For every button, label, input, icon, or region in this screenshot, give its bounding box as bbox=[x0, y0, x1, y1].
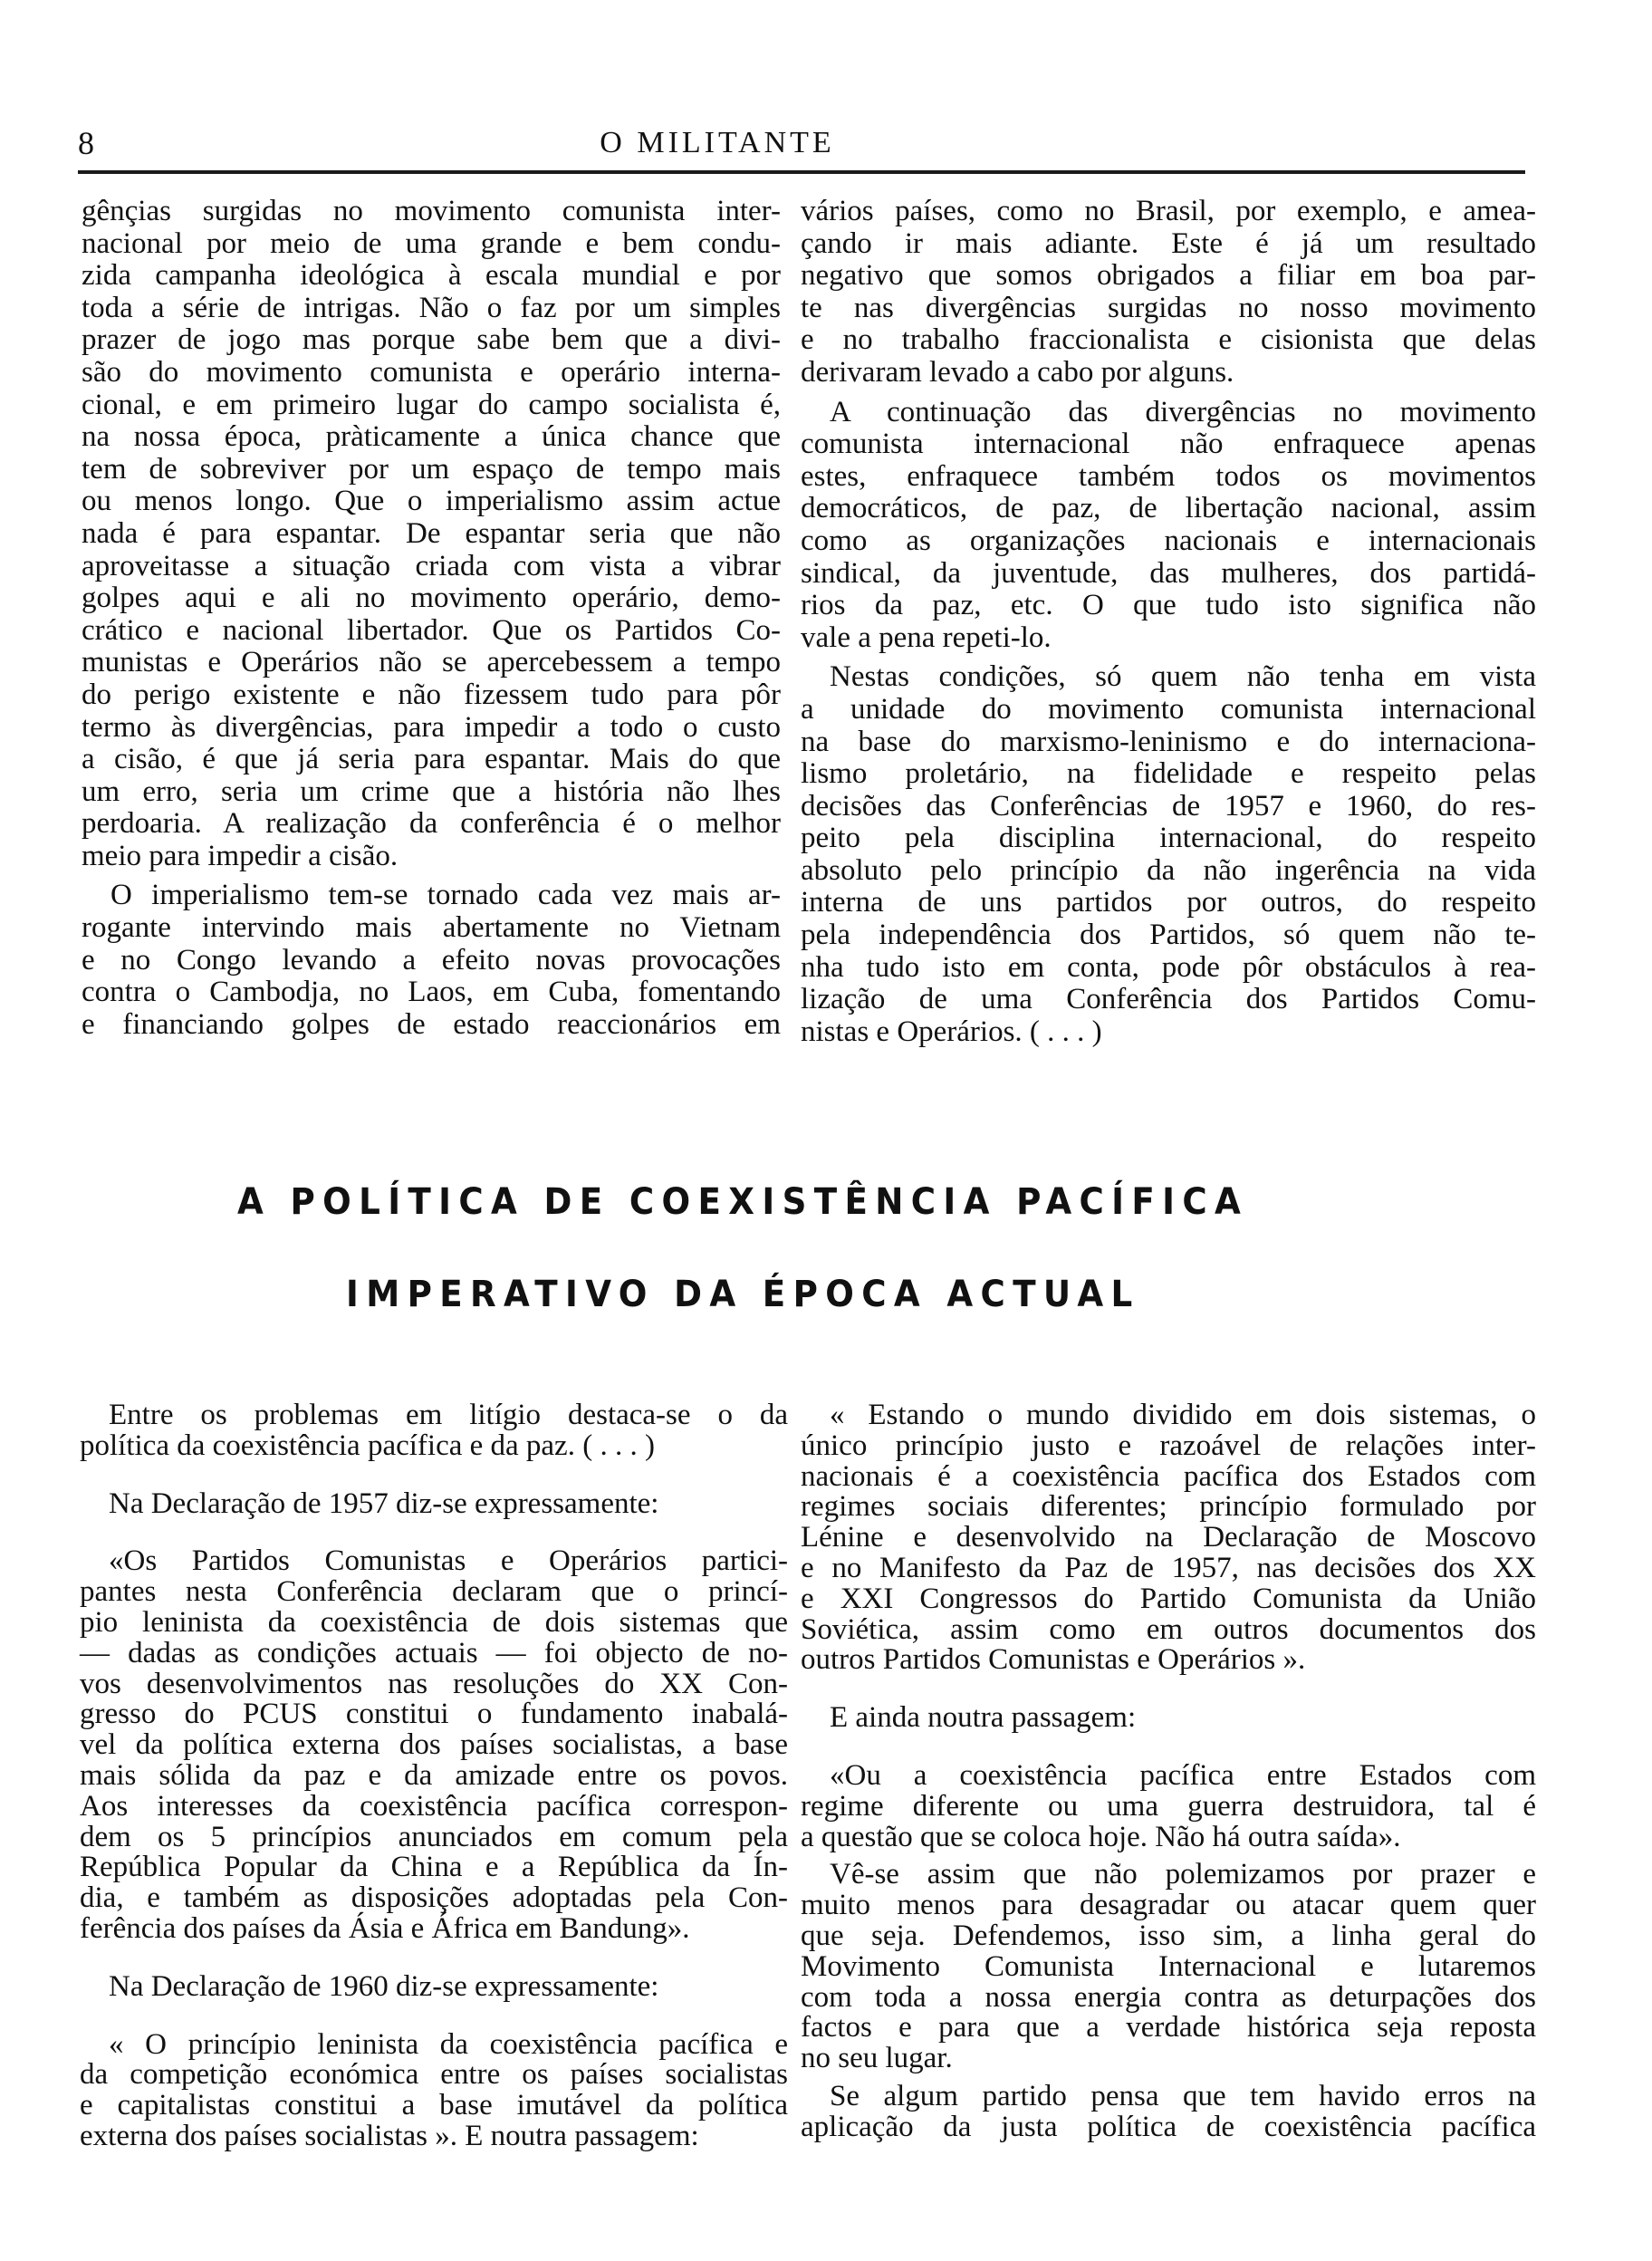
text-line: O imperialismo tem-se tornado cada vez mais ar- bbox=[110, 879, 781, 912]
paragraph bbox=[80, 1400, 788, 1462]
text-line: vários países, como no Brasil, por exemplo, e amea- bbox=[801, 195, 1536, 227]
text-line: nacional por meio de uma grande e bem condu- bbox=[82, 226, 781, 260]
publication-title bbox=[0, 125, 1652, 161]
text-line: Entre os problemas em litígio destaca-se o da bbox=[109, 1399, 788, 1431]
text-line: na nossa época, pràticamente a única chance que bbox=[82, 420, 781, 454]
text-line: como as organizações nacionais e internacionais bbox=[801, 524, 1536, 557]
page-number: 8 bbox=[78, 125, 94, 161]
upper-right-column bbox=[801, 196, 1536, 1055]
text-line: Aos interesses da coexistência pacífica correspon- bbox=[80, 1789, 788, 1823]
text-line: Nestas condições, só quem não tenha em vista bbox=[830, 660, 1536, 694]
text-line: muito menos para desagradar ou atacar quem quer bbox=[801, 1889, 1536, 1922]
text-line: interna de uns partidos por outros, do respeito bbox=[801, 886, 1536, 919]
text-line: externa dos países socialistas ». E noutra passagem: bbox=[80, 2119, 699, 2152]
text-line: e capitalistas constitui a base imutável da política bbox=[80, 2089, 788, 2122]
text-line: Na Declaração de 1960 diz-se expressamente: bbox=[109, 1969, 659, 2003]
text-line: são do movimento comunista e operário interna- bbox=[82, 355, 781, 389]
text-line: regime diferente ou uma guerra destruidora, tal é bbox=[801, 1789, 1536, 1823]
paragraph bbox=[801, 397, 1536, 655]
text-line: ou menos longo. Que o imperialismo assim actue bbox=[82, 485, 781, 518]
paragraph bbox=[801, 2079, 1536, 2143]
text-line: çando ir mais adiante. Este é já um resultado bbox=[801, 226, 1536, 260]
text-line: munistas e Operários não se apercebessem a tempo bbox=[82, 646, 781, 679]
text-line: — dadas as condições actuais — foi objecto de no- bbox=[80, 1636, 788, 1669]
text-line: República Popular da China e a República da Ín- bbox=[80, 1851, 788, 1884]
text-line: e financiando golpes de estado reaccionários em bbox=[82, 1007, 781, 1041]
text-line: golpes aqui e ali no movimento operário, demo- bbox=[82, 582, 781, 615]
text-line: democráticos, de paz, de libertação nacional, assim bbox=[801, 492, 1536, 525]
text-line: estes, enfraquece também todos os movimentos bbox=[801, 459, 1536, 493]
paragraph bbox=[801, 1860, 1536, 2074]
text-line: e no Manifesto da Paz de 1957, nas decisões dos XX bbox=[801, 1551, 1536, 1584]
paragraph bbox=[801, 1400, 1536, 1676]
text-line: dia, e também as disposições adoptadas pela Con- bbox=[80, 1881, 788, 1915]
text-line: decisões das Conferências de 1957 e 1960, do res- bbox=[801, 789, 1536, 823]
text-line: da competição económica entre os países socialistas bbox=[80, 2058, 788, 2092]
text-line: nacionais é a coexistência pacífica dos Estados com bbox=[801, 1459, 1536, 1493]
text-line: vos desenvolvimentos nas resoluções do XX Con- bbox=[80, 1667, 788, 1700]
article-headline bbox=[0, 1179, 1652, 1225]
paragraph bbox=[801, 196, 1536, 390]
text-line: a questão que se coloca hoje. Não há outra saída». bbox=[801, 1820, 1401, 1853]
article-subheadline-text: IMPERATIVO DA ÉPOCA ACTUAL bbox=[345, 1274, 1140, 1315]
paragraph bbox=[80, 2027, 788, 2152]
header-rule bbox=[78, 170, 1525, 174]
text-line: Na Declaração de 1957 diz-se expressamente: bbox=[109, 1486, 659, 1520]
text-line: política da coexistência pacífica e da paz. ( . . . ) bbox=[80, 1429, 655, 1462]
text-line: zida campanha ideológica à escala mundial e por bbox=[82, 259, 781, 293]
paragraph bbox=[801, 1703, 1536, 1734]
paragraph bbox=[80, 1486, 788, 1520]
article-left-column bbox=[80, 1400, 788, 2152]
text-line: que seja. Defendemos, isso sim, a linha geral do bbox=[801, 1919, 1536, 1952]
text-line: toda a série de intrigas. Não o faz por um simples bbox=[82, 291, 781, 324]
paragraph bbox=[801, 1758, 1536, 1853]
text-line: tem de sobreviver por um espaço de tempo mais bbox=[82, 452, 781, 486]
text-line: gresso do PCUS constitui o fundamento inabalá- bbox=[80, 1698, 788, 1731]
text-line: na base do marxismo-leninismo e do internaciona- bbox=[801, 725, 1536, 758]
text-line: aproveitasse a situação criada com vista a vibrar bbox=[82, 549, 781, 582]
text-line: mais sólida da paz e da amizade entre os povos. bbox=[80, 1758, 788, 1792]
text-line: Soviética, assim como em outros documentos dos bbox=[801, 1612, 1536, 1646]
text-line: Movimento Comunista Internacional e lutaremos bbox=[801, 1949, 1536, 1983]
text-line: pantes nesta Conferência declaram que o princí- bbox=[80, 1575, 788, 1609]
text-line: meio para impedir a cisão. bbox=[82, 839, 399, 872]
text-line: rogante intervindo mais abertamente no Vietnam bbox=[82, 911, 781, 945]
text-line: lismo proletário, na fidelidade e respeito pelas bbox=[801, 757, 1536, 791]
text-line: nistas e Operários. ( . . . ) bbox=[801, 1015, 1102, 1048]
paragraph bbox=[82, 196, 781, 872]
text-line: «Ou a coexistência pacífica entre Estados com bbox=[830, 1758, 1536, 1792]
article-right-column bbox=[801, 1400, 1536, 2143]
text-line: regimes sociais diferentes; princípio formulado por bbox=[801, 1490, 1536, 1524]
text-line: comunista internacional não enfraquece apenas bbox=[801, 428, 1536, 461]
text-line: pela independência dos Partidos, só quem não te- bbox=[801, 919, 1536, 952]
paragraph bbox=[80, 1969, 788, 2003]
text-line: negativo que somos obrigados a filiar em boa par- bbox=[801, 259, 1536, 293]
text-line: termo às divergências, para impedir a todo o custo bbox=[82, 710, 781, 744]
text-line: ferência dos países da Ásia e África em Bandung». bbox=[80, 1911, 690, 1945]
text-line: Vê-se assim que não polemizamos por prazer e bbox=[830, 1858, 1536, 1891]
text-line: absoluto pelo princípio da não ingerência na vida bbox=[801, 853, 1536, 887]
text-line: aplicação da justa política de coexistência pacífica bbox=[801, 2110, 1536, 2143]
text-line: perdoaria. A realização da conferência é o melhor bbox=[82, 807, 781, 841]
text-line: Se algum partido pensa que tem havido erros na bbox=[830, 2079, 1536, 2112]
text-line: e no Congo levando a efeito novas provocações bbox=[82, 943, 781, 977]
text-line: factos e para que a verdade histórica seja reposta bbox=[801, 2011, 1536, 2045]
text-line: nha tudo isto em conta, pode pôr obstáculos à rea- bbox=[801, 950, 1536, 984]
text-line: do perigo existente e não fizessem tudo para pôr bbox=[82, 678, 781, 711]
article-subheadline bbox=[0, 1272, 1652, 1317]
text-line: um erro, seria um crime que a história não lhes bbox=[82, 775, 781, 808]
text-line: te nas divergências surgidas no nosso movimento bbox=[801, 291, 1536, 324]
text-line: crático e nacional libertador. Que os Partidos Co- bbox=[82, 613, 781, 647]
upper-left-column bbox=[82, 196, 781, 1048]
text-line: com toda a nossa energia contra as deturpações dos bbox=[801, 1980, 1536, 2014]
text-line: gênçias surgidas no movimento comunista inter- bbox=[82, 195, 781, 227]
paragraph bbox=[80, 1546, 788, 1944]
text-line: no seu lugar. bbox=[801, 2042, 953, 2075]
text-line: contra o Cambodja, no Laos, em Cuba, fomentando bbox=[82, 976, 781, 1009]
article-headline-text: A POLÍTICA DE COEXISTÊNCIA PACÍFICA bbox=[236, 1181, 1249, 1223]
text-line: prazer de jogo mas porque sabe bem que a divi- bbox=[82, 323, 781, 357]
text-line: lização de uma Conferência dos Partidos Comu- bbox=[801, 983, 1536, 1016]
text-line: a cisão, é que já seria para espantar. Mais do que bbox=[82, 743, 781, 776]
text-line: E ainda noutra passagem: bbox=[830, 1701, 1137, 1735]
text-line: «Os Partidos Comunistas e Operários partici- bbox=[109, 1544, 788, 1578]
text-line: A continuação das divergências no movimento bbox=[830, 395, 1536, 428]
text-line: rios da paz, etc. O que tudo isto significa não bbox=[801, 589, 1536, 622]
text-line: vale a pena repeti-lo. bbox=[801, 621, 1052, 654]
text-line: peito pela disciplina internacional, do respeito bbox=[801, 822, 1536, 855]
text-line: a unidade do movimento comunista internacional bbox=[801, 692, 1536, 726]
text-line: dem os 5 princípios anunciados em comum pela bbox=[80, 1820, 788, 1853]
text-line: vel da política externa dos países socialistas, a base bbox=[80, 1728, 788, 1762]
text-line: nada é para espantar. De espantar seria que não bbox=[82, 516, 781, 550]
text-line: pio leninista da coexistência de dois sistemas que bbox=[80, 1605, 788, 1639]
text-line: cional, e em primeiro lugar do campo socialista é, bbox=[82, 388, 781, 421]
text-line: outros Partidos Comunistas e Operários ». bbox=[801, 1643, 1306, 1677]
text-line: « Estando o mundo dividido em dois sistemas, o bbox=[830, 1399, 1536, 1431]
text-line: derivaram levado a cabo por alguns. bbox=[801, 355, 1234, 389]
paragraph bbox=[801, 661, 1536, 1048]
text-line: e XXI Congressos do Partido Comunista da União bbox=[801, 1582, 1536, 1615]
text-line: Lénine e desenvolvido na Declaração de Moscovo bbox=[801, 1521, 1536, 1554]
paragraph bbox=[82, 880, 781, 1041]
text-line: sindical, da juventude, das mulheres, dos partidá- bbox=[801, 556, 1536, 590]
publication-title-text: O MILITANTE bbox=[600, 126, 835, 159]
text-line: e no trabalho fraccionalista e cisionista que delas bbox=[801, 323, 1536, 357]
text-line: « O princípio leninista da coexistência pacífica e bbox=[109, 2027, 788, 2061]
text-line: único princípio justo e razoável de relações inter- bbox=[801, 1429, 1536, 1462]
